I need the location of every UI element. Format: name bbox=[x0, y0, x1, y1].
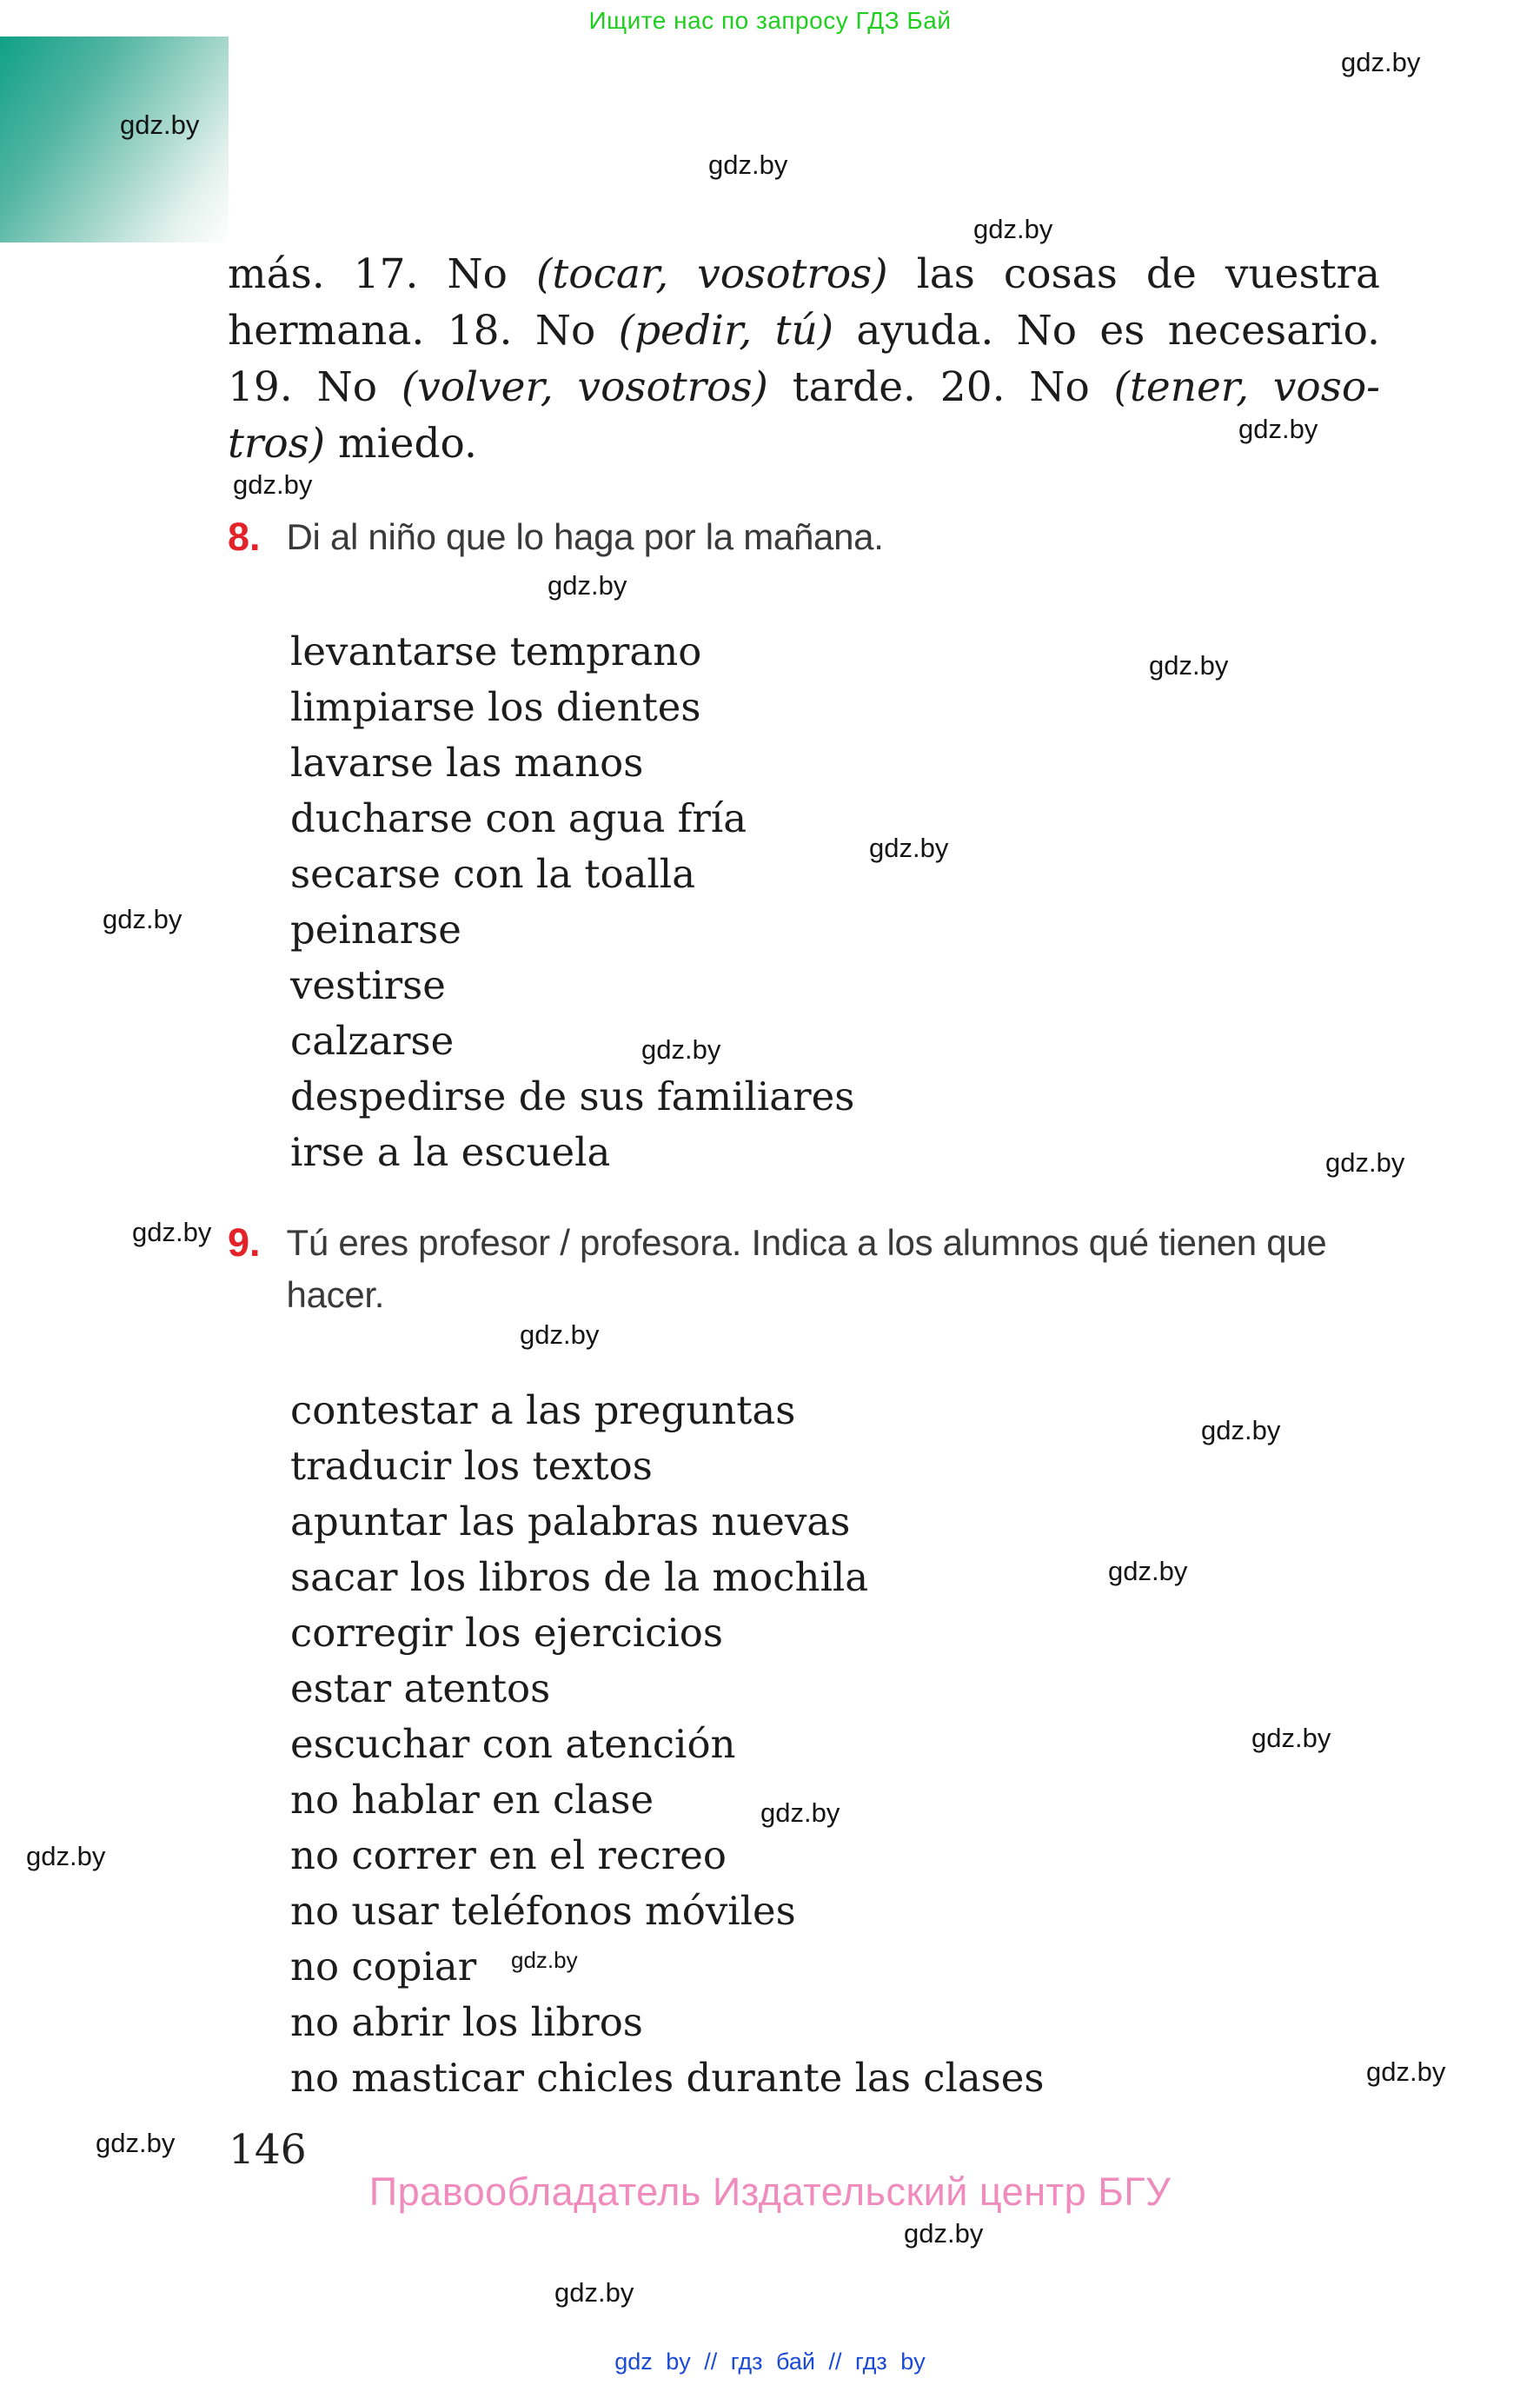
list-item: traducir los textos bbox=[290, 1443, 653, 1489]
exercise-8-title-line: Di al niño que lo haga por la mañana. bbox=[286, 516, 884, 557]
list-item: peinarse bbox=[290, 907, 461, 953]
gdz-watermark: gdz.by bbox=[1341, 47, 1421, 77]
paragraph-line bbox=[228, 359, 1380, 415]
gdz-watermark: gdz.by bbox=[96, 2128, 176, 2158]
gdz-watermark: gdz.by bbox=[511, 1947, 578, 1973]
gdz-watermark: gdz.by bbox=[520, 1319, 600, 1350]
gdz-watermark: gdz.by bbox=[760, 1797, 840, 1828]
list-item: no hablar en clase bbox=[290, 1777, 654, 1823]
list-item: calzarse bbox=[290, 1018, 455, 1064]
gdz-watermark: gdz.by bbox=[1238, 414, 1318, 444]
gdz-watermark: gdz.by bbox=[26, 1841, 106, 1871]
paragraph-segment: (pedir, tú) bbox=[618, 307, 834, 355]
list-item: levantarse temprano bbox=[290, 628, 702, 674]
exercise-8-number: 8. bbox=[228, 515, 261, 559]
exercise-8 bbox=[228, 511, 884, 563]
exercise-9 bbox=[228, 1217, 1326, 1321]
exercise-8-title bbox=[287, 511, 884, 563]
exercise-9-title bbox=[287, 1217, 1327, 1321]
paragraph-segment: (volver, vosotros) bbox=[401, 363, 768, 411]
list-item: apuntar las palabras nuevas bbox=[290, 1498, 851, 1545]
list-item: despedirse de sus familiares bbox=[290, 1073, 855, 1119]
gdz-watermark: gdz.by bbox=[132, 1217, 212, 1247]
list-item: corregir los ejercicios bbox=[290, 1610, 723, 1656]
paragraph-segment: miedo. bbox=[325, 420, 477, 468]
gdz-watermark: gdz.by bbox=[120, 110, 200, 140]
gdz-watermark: gdz.by bbox=[548, 570, 627, 601]
list2 bbox=[290, 1383, 1044, 2106]
gdz-watermark: gdz.by bbox=[641, 1034, 721, 1065]
gdz-watermark: gdz.by bbox=[233, 469, 313, 500]
paragraph bbox=[228, 246, 1380, 472]
list-item: sacar los libros de la mochila bbox=[290, 1554, 869, 1600]
exercise-9-number: 9. bbox=[228, 1220, 261, 1265]
gdz-watermark: gdz.by bbox=[554, 2277, 634, 2308]
paragraph-line bbox=[228, 415, 1380, 472]
list-item: escuchar con atención bbox=[290, 1721, 736, 1767]
list-item: no usar teléfonos móviles bbox=[290, 1888, 796, 1934]
list1 bbox=[290, 624, 854, 1180]
gdz-watermark: gdz.by bbox=[1366, 2056, 1446, 2087]
gdz-watermark: gdz.by bbox=[103, 904, 183, 934]
list-item: no abrir los libros bbox=[290, 1999, 643, 2045]
paragraph-segment: ayuda. No es necesario. bbox=[833, 307, 1380, 355]
exercise-9-title-line: Tú eres profesor / profesora. Indica a los alumnos qué tienen que bbox=[286, 1222, 1327, 1263]
list-item: ducharse con agua fría bbox=[290, 795, 747, 841]
gdz-watermark: gdz.by bbox=[973, 214, 1053, 244]
gdz-watermark: gdz.by bbox=[869, 833, 949, 863]
list-item: secarse con la toalla bbox=[290, 851, 696, 897]
paragraph-segment: (tocar, vosotros) bbox=[536, 250, 888, 298]
gdz-watermark: gdz.by bbox=[1108, 1556, 1188, 1586]
list-item: lavarse las manos bbox=[290, 740, 644, 786]
paragraph-line bbox=[228, 302, 1380, 359]
paragraph-line bbox=[228, 246, 1380, 302]
footer-line: gdz by // гдз бай // гдз by bbox=[614, 2348, 926, 2375]
list-item: no correr en el recreo bbox=[290, 1832, 727, 1878]
paragraph-segment: tarde. 20. No bbox=[767, 363, 1114, 411]
page-number: 146 bbox=[229, 2126, 307, 2174]
list-item: irse a la escuela bbox=[290, 1129, 611, 1175]
gdz-watermark: gdz.by bbox=[1201, 1415, 1281, 1445]
paragraph-segment: 19. No bbox=[228, 363, 402, 411]
gdz-watermark: gdz.by bbox=[1149, 650, 1229, 681]
paragraph-segment: más. 17. No bbox=[228, 250, 537, 298]
paragraph-segment: (tener, voso- bbox=[1113, 363, 1381, 411]
gdz-watermark: gdz.by bbox=[904, 2218, 984, 2249]
paragraph-segment: tros) bbox=[228, 420, 326, 468]
list-item: estar atentos bbox=[290, 1665, 551, 1711]
gdz-watermark: gdz.by bbox=[1251, 1723, 1331, 1753]
list-item: no copiar bbox=[290, 1943, 477, 1990]
exercise-9-title-line: hacer. bbox=[286, 1274, 385, 1315]
list-item: limpiarse los dientes bbox=[290, 684, 701, 730]
list-item: no masticar chicles durante las clases bbox=[290, 2055, 1045, 2101]
paragraph-segment: las cosas de vuestra bbox=[887, 250, 1380, 298]
paragraph-segment: hermana. 18. No bbox=[228, 307, 619, 355]
list-item: vestirse bbox=[290, 962, 446, 1008]
gdz-watermark: gdz.by bbox=[708, 149, 788, 180]
gdz-watermark: gdz.by bbox=[1325, 1147, 1405, 1178]
list-item: contestar a las preguntas bbox=[290, 1387, 796, 1433]
top-banner-text: Ищите нас по запросу ГДЗ Бай bbox=[588, 7, 952, 34]
copyright-line: Правообладатель Издательский центр БГУ bbox=[368, 2169, 1172, 2214]
